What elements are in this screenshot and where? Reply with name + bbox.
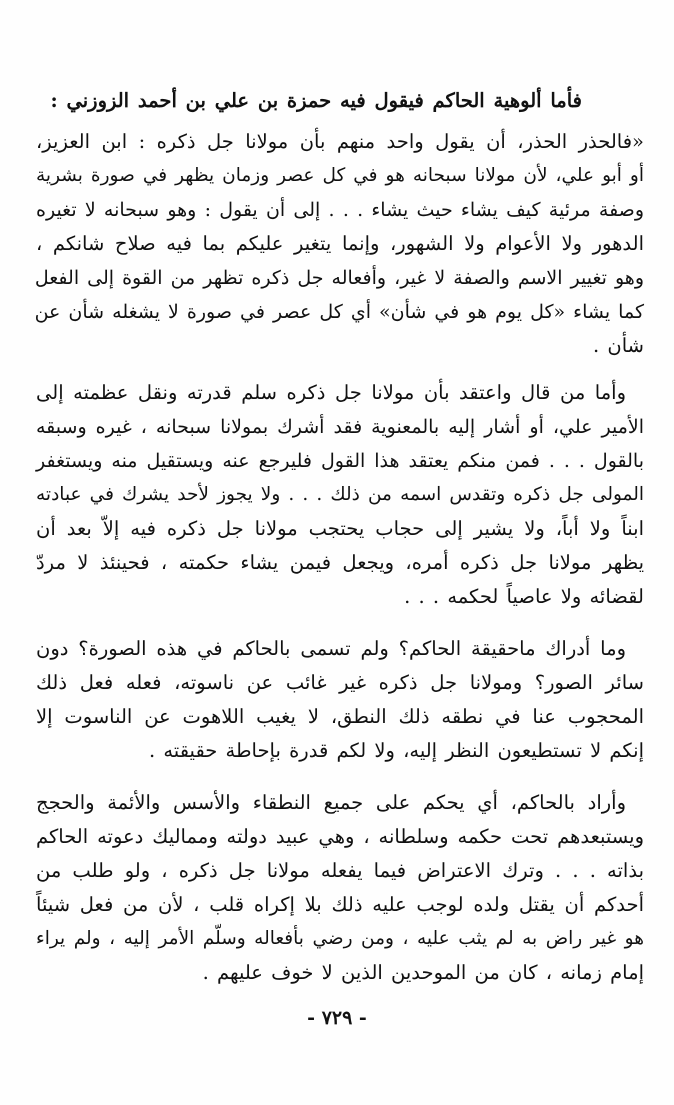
paragraph-line: وهو تغيير الاسم والصفة لا غير، وأفعاله جل ذكره تظهر من القوة إلى الفعل — [34, 267, 644, 289]
paragraph-line: المولى جل ذكره وتقدس اسمه من ذلك . . . ولا يجوز لأحد يشرك في عبادته — [36, 484, 644, 505]
paragraph-line: هو غير راض به لم يثب عليه ، ومن رضي بأفعاله وسلّم الأمر إليه ، ولم يراء — [36, 928, 644, 949]
paragraph-line: «فالحذر الحذر، أن يقول واحد منهم بأن مولانا جل ذكره : ابن العزيز، — [36, 130, 644, 153]
paragraph-line: يظهر مولانا جل ذكره أمره، ويجعل فيمن يشاء حكمته ، فحينئذ لا مردّ — [36, 551, 644, 574]
paragraph-4 — [36, 786, 644, 990]
paragraph-3 — [36, 632, 644, 768]
paragraph-line: ويستبعدهم تحت حكمه وسلطانه ، وهي عبيد دولته ومماليك دعوته الحاكم — [36, 825, 644, 848]
paragraph-line: إمام زمانه ، كان من الموحدين الذين لا خوف عليهم . — [202, 961, 644, 984]
paragraph-line: لقضائه ولا عاصياً لحكمه . . . — [404, 585, 644, 608]
paragraph-2 — [36, 376, 644, 614]
paragraph-line: وأما من قال واعتقد بأن مولانا جل ذكره سلم قدرته ونقل عظمته إلى — [36, 381, 626, 404]
paragraph-line: سائر الصور؟ ومولانا جل ذكره غير غائب عن ناسوته، فعله فعل ذلك — [36, 671, 644, 694]
section-heading: فأما ألوهية الحاكم فيقول فيه حمزة بن علي بن أحمد الزوزني : — [50, 89, 582, 112]
paragraph-line: إنكم لا تستطيعون النظر إليه، ولا لكم قدرة بإحاطة حقيقته . — [148, 739, 644, 762]
paragraph-line: بالقول . . . فمن منكم يعتقد هذا القول فليرجع عنه ويستقيل منه ويستغفر — [36, 450, 644, 472]
paragraph-line: شأن . — [593, 334, 644, 357]
paragraph-line: الدهور ولا الأعوام ولا الشهور، وإنما يتغير عليكم بما فيه صلاح شانكم ، — [36, 232, 644, 255]
paragraph-line: وأراد بالحاكم، أي يحكم على جميع النطقاء والأسس والأئمة والحجج — [36, 791, 626, 814]
paragraph-line: الأمير علي، أو أشار إليه بالمعنوية فقد أشرك بمولانا سبحانه ، غيره وسبقه — [36, 416, 644, 438]
paragraph-line: وصفة مرئية كيف يشاء حيث يشاء . . . إلى أن يقول : وهو سبحانه لا تغيره — [36, 199, 644, 221]
paragraph-line: ابناً ولا أباً، ولا يشير إلى حجاب يحتجب مولانا جل ذكره فيه إلاّ بعد أن — [36, 517, 644, 540]
paragraph-line: المحجوب عنا في نطقه ذلك النطق، لا يغيب اللاهوت عن الناسوت إلا — [36, 705, 644, 728]
paragraph-line: أحدكم أن يقتل ولده لوجب عليه ذلك بلا إكراه قلب ، لأن من فعل شيئاً — [36, 893, 644, 916]
paragraph-line: أو أبو علي، لأن مولانا سبحانه هو في كل عصر وزمان يظهر في صورة بشرية — [36, 165, 644, 186]
paragraph-1 — [36, 125, 644, 363]
paragraph-line: بذاته . . . وترك الاعتراض فيما يفعله مولانا جل ذكره ، ولو طلب من — [36, 859, 644, 882]
paragraph-line: كما يشاء «كل يوم هو في شأن» أي كل عصر في صورة لا يشغله شأن عن — [34, 301, 644, 323]
page-number: - ٧٢٩ - — [307, 1007, 367, 1029]
paragraph-line: وما أدراك ماحقيقة الحاكم؟ ولم تسمى بالحاكم في هذه الصورة؟ دون — [36, 637, 626, 660]
heading-block — [36, 84, 644, 118]
